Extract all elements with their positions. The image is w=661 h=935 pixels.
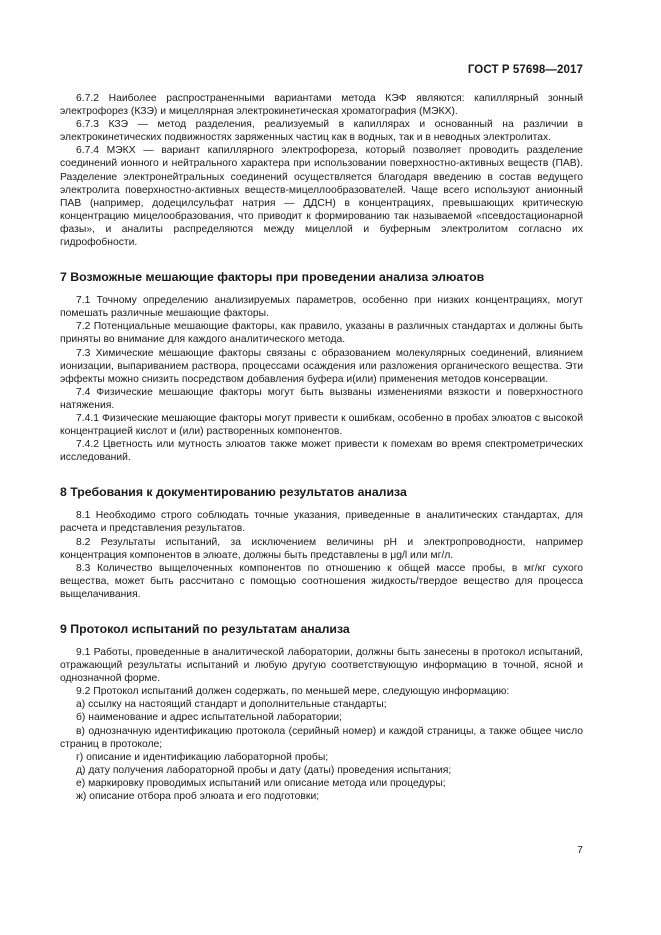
paragraph-7-3: 7.3 Химические мешающие факторы связаны с образованием молекулярных соединений, влиянием ионизации, выпариванием раствора, процессами осаждения или разложения органического вещества. Эти эффекты можно снизить посредством добавления буфера и(или) применения методов консервации. — [60, 347, 583, 385]
section-8-title: 8 Требования к документированию результатов анализа — [60, 485, 407, 500]
paragraph-7-4-1: 7.4.1 Физические мешающие факторы могут привести к ошибкам, особенно в пробах элюатов с высокой концентрацией кислот и (или) растворенных компонентов. — [60, 412, 583, 438]
paragraph-7-4-2: 7.4.2 Цветность или мутность элюатов также может привести к помехам во время спектрометрических исследований. — [60, 439, 583, 464]
list-item-e: е) маркировку проводимых испытаний или описание метода или процедуры; — [76, 777, 446, 789]
paragraph-9-1: 9.1 Работы, проведенные в аналитической лаборатории, должны быть занесены в протокол испытаний, отражающий результаты испытаний и любую другую соответствующую информацию в точной, ясной и однозначной форме. — [60, 647, 583, 685]
paragraph-6-7-4: 6.7.4 МЭКХ — вариант капиллярного электрофореза, который позволяет проводить разделение соединений ионного и нейтрального характера при использовании поверхностно-активных веществ (ПАВ). Разделение электронейтральных соединений осуществляется благодаря введению в состав ведущего электролита поверхностно-активных веществ-мицеллообразователей. Чаще всего используют анионный ПАВ (например, додецилсульфат натрия — ДДСН) в концентрациях, превышающих критическую концентрацию мицелообразования, что приводит к формированию так называемой «псевдостационарной фазы», и аналиты распределяются между мицеллой и буферным электролитом согласно их гидрофобности. — [60, 145, 583, 249]
list-item-a: а) ссылку на настоящий стандарт и дополнительные стандарты; — [76, 699, 387, 711]
list-item-d: д) дату получения лабораторной пробы и дату (даты) проведения испытания; — [76, 764, 452, 776]
paragraph-8-1: 8.1 Необходимо строго соблюдать точные указания, приведенные в аналитических стандартах, для расчета и представления результатов. — [60, 510, 583, 535]
page-body — [60, 62, 583, 803]
paragraph-7-4: 7.4 Физические мешающие факторы могут быть вызваны изменениями вязкости и поверхностного натяжения. — [60, 386, 583, 411]
document-code: ГОСТ Р 57698—2017 — [467, 64, 583, 76]
paragraph-7-2: 7.2 Потенциальные мешающие факторы, как правило, указаны в различных стандартах и должны быть приняты во внимание для каждого аналитического метода. — [60, 321, 583, 346]
list-item-b: б) наименование и адрес испытательной лаборатории; — [76, 712, 343, 724]
list-item-g: г) описание и идентификацию лабораторной пробы; — [76, 751, 329, 763]
paragraph-6-7-3: 6.7.3 КЗЭ — метод разделения, реализуемый в капиллярах и основанный на различии в электрокинетических подвижностях заряженных частиц как в водных, так и в неводных электролитах. — [60, 119, 583, 144]
list-item-zh: ж) описание отбора проб элюата и его подготовки; — [76, 791, 320, 803]
paragraph-6-7-2: 6.7.2 Наиболее распространенными вариантами метода КЭФ являются: капиллярный зонный электрофорез (КЗЭ) и мицеллярная электрокинетическая хроматография (МЭКХ). — [60, 93, 583, 118]
section-9-title: 9 Протокол испытаний по результатам анализа — [60, 622, 350, 636]
section-7-title: 7 Возможные мешающие факторы при проведении анализа элюатов — [60, 270, 485, 285]
paragraph-8-2: 8.2 Результаты испытаний, за исключением величины рН и электропроводности, например концентрация компонентов в элюате, должны быть представлены в μg/l или мг/л. — [60, 536, 583, 561]
paragraph-8-3: 8.3 Количество выщелоченных компонентов по отношению к общей массе пробы, в мг/кг сухого вещества, может быть рассчитано с помощью соотношения жидкость/твердое вещество для процесса выщелачивания. — [60, 562, 583, 600]
page-number: 7 — [577, 844, 583, 856]
paragraph-9-2: 9.2 Протокол испытаний должен содержать, по меньшей мере, следующую информацию: — [76, 686, 510, 698]
list-item-v: в) однозначную идентификацию протокола (серийный номер) и каждой страницы, а также общее число страниц в протоколе; — [60, 725, 583, 750]
paragraph-7-1: 7.1 Точному определению анализируемых параметров, особенно при низких концентрациях, могут помешать различные мешающие факторы. — [60, 295, 583, 320]
